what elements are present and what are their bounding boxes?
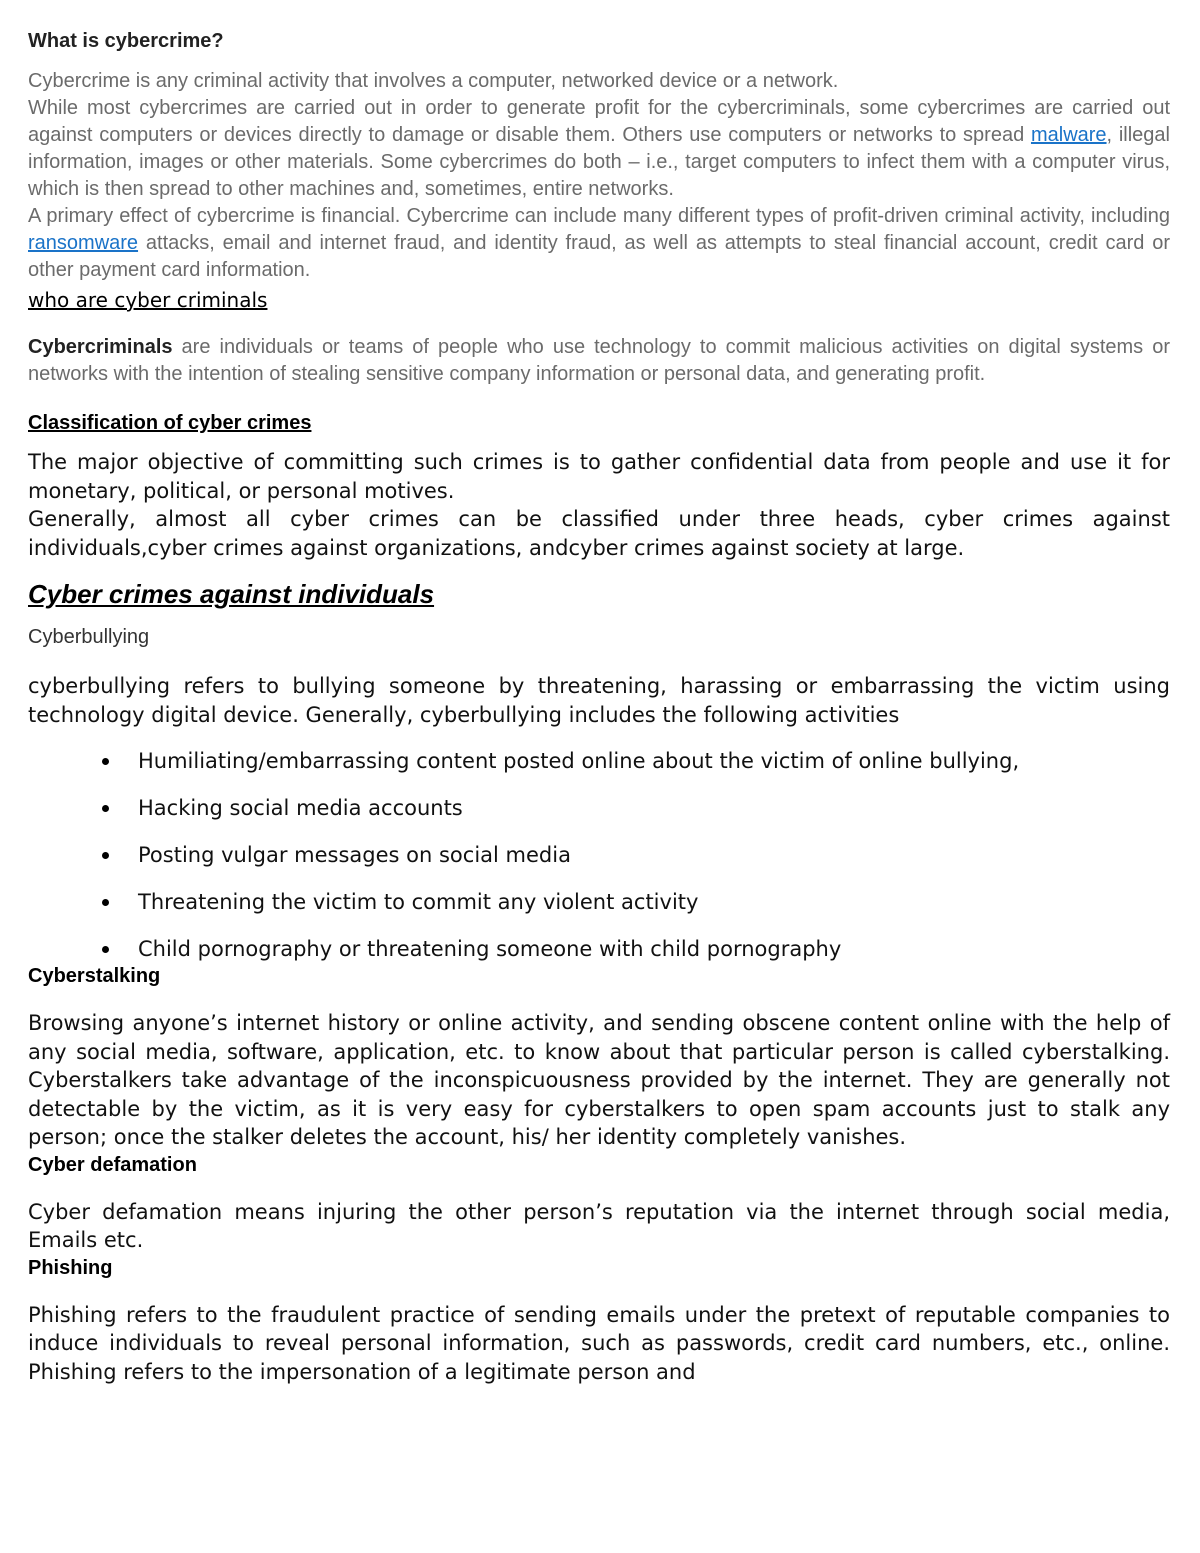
paragraph-profit-text-a: While most cybercrimes are carried out in order to generate profit for the cybercriminals, some cybercrimes are carried out against computers or devices directly to damage or disable them. Others use computers or networks to spread bbox=[28, 97, 1170, 146]
list-item bbox=[28, 888, 1170, 916]
paragraph-cyber-defamation: Cyber defamation means injuring the other person’s reputation via the internet through social media, Emails etc. bbox=[28, 1199, 1170, 1252]
heading-what-is-cybercrime: What is cybercrime? bbox=[28, 30, 224, 52]
paragraph-cyberbullying: cyberbullying refers to bullying someone by threatening, harassing or embarrassing the victim using technology digital device. Generally, cyberbullying includes the following activities bbox=[28, 674, 1170, 727]
bullet-icon bbox=[102, 758, 109, 765]
term-cybercriminals: Cybercriminals bbox=[28, 336, 173, 358]
list-item-text: Hacking social media accounts bbox=[138, 796, 463, 820]
paragraph-profit-text-b: , illegal information, images or other materials. Some cybercrimes do both – i.e., target computers to infect them with a computer virus, which is then spread to other machines and, sometimes, entire networks. bbox=[28, 124, 1170, 200]
list-item bbox=[28, 935, 1170, 963]
malware-link[interactable]: malware bbox=[1030, 124, 1107, 146]
document-page bbox=[28, 28, 1170, 1386]
paragraph-cyberstalking: Browsing anyone’s internet history or online activity, and sending obscene content online with the help of any social media, software, application, etc. to know about that particular person is called cyberstalking. Cyberstalkers take advantage of the inconspicuousness provided by the internet. They are generally not detectable by the victim, as it is very easy for cyberstalkers to open spam accounts just to stalk any person; once the stalker deletes the account, his/ her identity completely vanishes. bbox=[28, 1011, 1170, 1149]
paragraph-cybercriminals bbox=[28, 334, 1170, 388]
bullet-icon bbox=[102, 946, 109, 953]
paragraph-definition: Cybercrime is any criminal activity that involves a computer, networked device or a network. bbox=[28, 70, 839, 92]
paragraph-cybercriminals-text: are individuals or teams of people who use technology to commit malicious activities on digital systems or networks with the intention of stealing sensitive company information or personal data, and generating profit. bbox=[28, 336, 1170, 385]
list-item-text: Threatening the victim to commit any violent activity bbox=[138, 890, 699, 914]
cyberbullying-activities-list bbox=[28, 747, 1170, 963]
list-item bbox=[28, 794, 1170, 822]
list-item-text: Posting vulgar messages on social media bbox=[138, 843, 571, 867]
paragraph-financial-text-a: A primary effect of cybercrime is financial. Cybercrime can include many different types of profit-driven criminal activity, including bbox=[28, 205, 1170, 227]
list-item bbox=[28, 841, 1170, 869]
heading-who-are-cyber-criminals: who are cyber criminals bbox=[28, 288, 268, 312]
bullet-icon bbox=[102, 899, 109, 906]
heading-against-individuals: Cyber crimes against individuals bbox=[28, 579, 435, 609]
paragraph-financial bbox=[28, 203, 1170, 284]
list-item-text: Child pornography or threatening someone with child pornography bbox=[138, 937, 842, 961]
heading-cyber-defamation: Cyber defamation bbox=[28, 1153, 197, 1176]
list-item-text: Humiliating/embarrassing content posted online about the victim of online bullying, bbox=[138, 749, 1020, 773]
paragraph-phishing: Phishing refers to the fraudulent practice of sending emails under the pretext of reputable companies to induce individuals to reveal personal information, such as passwords, credit card numbers, etc., online. Phishing refers to the impersonation of a legitimate person and bbox=[28, 1302, 1170, 1384]
list-item bbox=[28, 747, 1170, 775]
bullet-icon bbox=[102, 852, 109, 859]
heading-classification: Classification of cyber crimes bbox=[28, 412, 312, 434]
subheading-cyberbullying: Cyberbullying bbox=[28, 626, 150, 648]
paragraph-financial-text-b: attacks, email and internet fraud, and identity fraud, as well as attempts to steal financial account, credit card or other payment card information. bbox=[28, 232, 1170, 281]
heading-cyberstalking: Cyberstalking bbox=[28, 965, 161, 987]
bullet-icon bbox=[102, 805, 109, 812]
ransomware-link[interactable]: ransomware bbox=[28, 232, 139, 254]
paragraph-objective: The major objective of committing such crimes is to gather confidential data from people and use it for monetary, political, or personal motives. bbox=[28, 450, 1170, 503]
paragraph-three-heads: Generally, almost all cyber crimes can be classified under three heads, cyber crimes against individuals,cyber crimes against organizations, andcyber crimes against society at large. bbox=[28, 507, 1170, 560]
paragraph-profit bbox=[28, 95, 1170, 203]
heading-phishing: Phishing bbox=[28, 1256, 113, 1279]
